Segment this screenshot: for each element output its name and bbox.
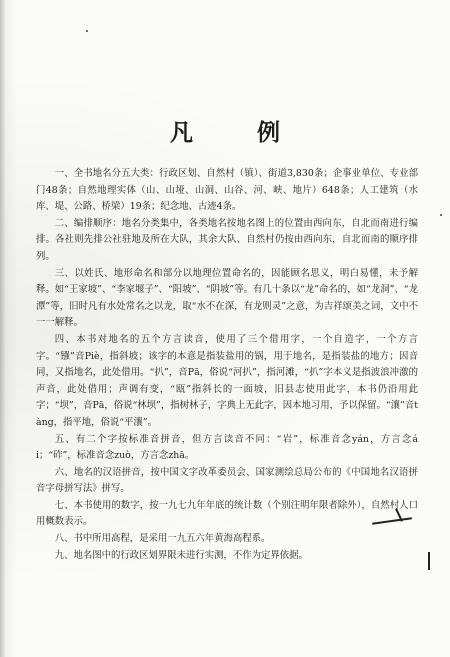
- content-body: [36, 166, 418, 564]
- paragraph-2: 二、编排顺序：地名分类集中，各类地名按地名图上的位置由西向东，自北而南进行编排。各社则先排公社驻地及所在大队，其余大队、自然村仍按由西向东，自北而南的顺序排列。: [36, 217, 418, 262]
- paragraph-5: 五、有二个字按标准音拼音，但方言读音不同：“岩”，标准音念yán，方言念ái；“砟”，标准音念zuò，方言念zhā。: [36, 433, 418, 462]
- scan-speck: [440, 214, 442, 216]
- paragraph-3: 三、以姓氏、地形命名和部分以地理位置命名的，因能顾名思义，明白易懂，未予解释。如“王家坡”、“李家堰子”、“阳坡”、“阴坡”等。有几十条以“龙”命名的，如“龙洞”、“龙潭”等，旧时凡有水处常名之以龙，取“水不在深，有龙则灵”之意，为吉祥颂美之词，文中不一一解释。: [36, 267, 418, 329]
- paragraph-6: 六、地名的汉语拼音，按中国文字改革委员会、国家测绘总局公布的《中国地名汉语拼音字母拼写法》拼写。: [36, 466, 418, 495]
- paragraph-4: 四、本书对地名的五个方言读音，使用了三个借用字，一个自造字，一个方言字。“镪”音Piè，指斜坡；该字的本意是指装盐用的锅，用于地名，是指装盐的地方；因音同，又指地名，此处借用。“扒”，音Pā，俗说“河扒”，指河滩，“扒”字本义是指波浪冲激的声音，此处借用；声调有变，“瓯”指斜长的一面坡，旧县志使用此字，本书仍沿用此字；“坝”，音Pā，俗说“林坝”，指树林子，字典上无此字，因本地习用，予以保留。“瀼”音tàng，指平地，俗说“平瀼”。: [36, 333, 418, 428]
- page-spine-shadow: [0, 0, 6, 657]
- paragraph-1: 一、全书地名分五大类：行政区划、自然村（镇）、街道3,830条；企事业单位、专业部门48条；自然地理实体（山、山垭、山洞、山谷、河、峡、地片）648条；人工建筑（水库、堤、公路、桥梁）19条；纪念地、古迹4条。: [36, 168, 418, 213]
- paragraph-9: 九、地名图中的行政区划界限未进行实测，不作为定界依据。: [54, 549, 308, 561]
- scan-speck: [86, 30, 88, 32]
- page-title: 凡 例: [169, 119, 308, 146]
- ink-mark: [428, 552, 430, 570]
- paragraph-7: 七、本书使用的数字，按一九七九年年底的统计数（个别注明年限者除外），自然村人口用概数表示。: [36, 499, 418, 528]
- paragraph-8: 八、书中所用高程，是采用一九五六年黄海高程系。: [54, 533, 271, 545]
